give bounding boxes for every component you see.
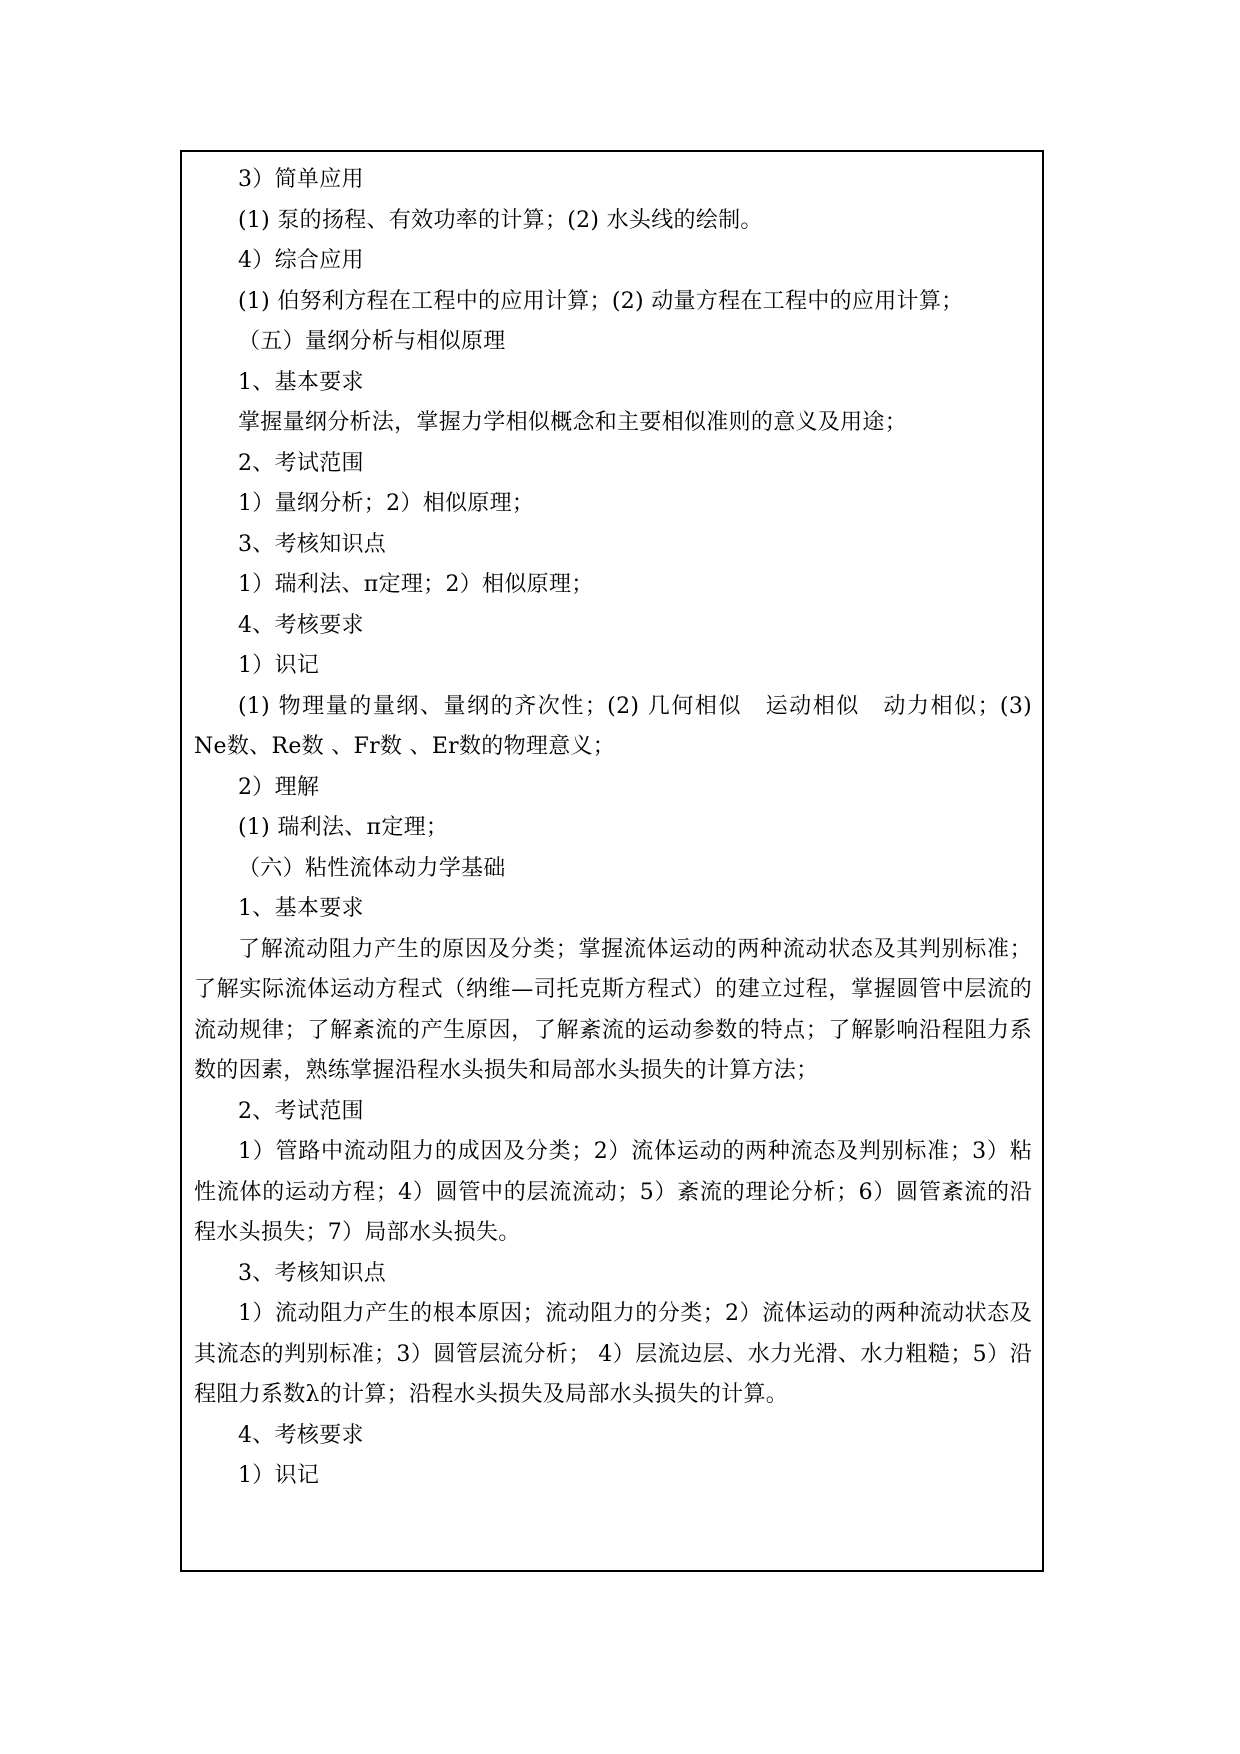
paragraph: (1) 物理量的量纲、量纲的齐次性；(2) 几何相似 运动相似 动力相似；(3) Ne数、Re数 、Fr数 、Er数的物理意义； — [194, 693, 1032, 759]
heading-exam-scope: 2、考试范围 — [238, 450, 364, 476]
heading-basic-requirements: 1、基本要求 — [238, 369, 364, 395]
paragraph: 1）管路中流动阻力的成因及分类；2）流体运动的两种流态及判别标准；3）粘性流体的运动方程；4）圆管中的层流流动；5）紊流的理论分析；6）圆管紊流的沿程水头损失；7）局部水头损失。 — [194, 1139, 1032, 1245]
text-line: 1）瑞利法、π定理；2）相似原理； — [238, 572, 594, 597]
text-line: (1) 瑞利法、π定理； — [238, 815, 449, 840]
paragraph: 了解流动阻力产生的原因及分类；掌握流体运动的两种流动状态及其判别标准；了解实际流体运动方程式（纳维—司托克斯方程式）的建立过程，掌握圆管中层流的流动规律；了解紊流的产生原因，了解紊流的运动参数的特点；了解影响沿程阻力系数的因素，熟练掌握沿程水头损失和局部水头损失的计算方法； — [194, 936, 1032, 1083]
text-line: 1）量纲分析；2）相似原理； — [238, 491, 535, 516]
document-content — [194, 160, 1032, 1497]
document-frame — [180, 150, 1044, 1572]
paragraph: 1）流动阻力产生的根本原因；流动阻力的分类；2）流体运动的两种流动状态及其流态的判别标准；3）圆管层流分析； 4）层流边层、水力光滑、水力粗糙；5）沿程阻力系数λ的计算；沿程水头损失及局部水头损失的计算。 — [194, 1301, 1032, 1407]
subheading-memorize: 1）识记 — [238, 1463, 320, 1488]
subheading-memorize: 1）识记 — [238, 653, 320, 678]
section-heading-6: （六）粘性流体动力学基础 — [238, 855, 506, 881]
subheading-comprehensive-application: 4）综合应用 — [238, 248, 364, 273]
heading-assessment-requirements: 4、考核要求 — [238, 612, 364, 638]
heading-exam-scope: 2、考试范围 — [238, 1098, 364, 1124]
text-line: 掌握量纲分析法，掌握力学相似概念和主要相似准则的意义及用途； — [238, 410, 908, 435]
section-heading-5: （五）量纲分析与相似原理 — [238, 329, 506, 354]
subheading-understand: 2）理解 — [238, 774, 320, 800]
heading-basic-requirements: 1、基本要求 — [238, 896, 364, 921]
paragraph: (1) 伯努利方程在工程中的应用计算；(2) 动量方程在工程中的应用计算； — [238, 288, 964, 314]
heading-knowledge-points: 3、考核知识点 — [238, 531, 387, 557]
heading-knowledge-points: 3、考核知识点 — [238, 1260, 387, 1286]
text-line: (1) 泵的扬程、有效功率的计算；(2) 水头线的绘制。 — [238, 207, 763, 233]
heading-assessment-requirements: 4、考核要求 — [238, 1422, 364, 1448]
subheading-simple-application: 3）简单应用 — [238, 167, 364, 192]
